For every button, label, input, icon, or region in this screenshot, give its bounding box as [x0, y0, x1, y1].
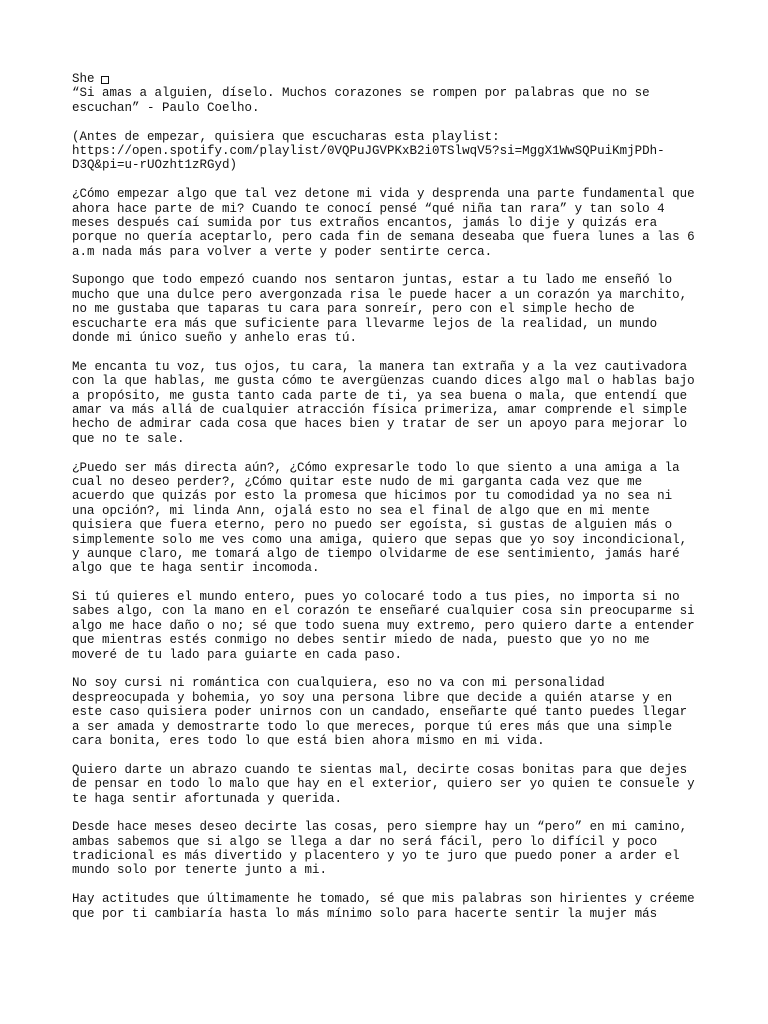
paragraph — [72, 130, 712, 173]
text-line: algo que te haga sentir incomoda. — [72, 561, 320, 576]
text-line: ahora hace parte de mi? Cuando te conocí pensé “qué niña tan rara” y tan solo 4 — [72, 201, 665, 216]
text-line: meses después caí sumida por tus extraños encantos, jamás lo dije y quizás era — [72, 215, 658, 230]
text-line: donde mi único sueño y anhelo eras tú. — [72, 331, 358, 346]
text-line: no me gustaba que taparas tu cara para sonreír, pero con el simple hecho de — [72, 302, 635, 317]
text-line: “Si amas a alguien, díselo. Muchos corazones se rompen por palabras que no se — [72, 86, 650, 101]
text-line: despreocupada y bohemia, yo soy una persona libre que decide a quién atarse y en — [72, 690, 673, 705]
paragraph — [72, 86, 712, 115]
text-line: acuerdo que quizás por esto la promesa que hicimos por tu comodidad ya no sea ni — [72, 489, 673, 504]
text-line: sabes algo, con la mano en el corazón te enseñaré cualquier cosa sin preocuparme si — [72, 604, 695, 619]
text-line: tradicional es más divertido y placentero y yo te juro que puedo poner a arder el — [72, 849, 680, 864]
text-line: que mientras estés conmigo no debes sentir miedo de nada, puesto que yo no me — [72, 633, 650, 648]
heart-symbol-icon — [101, 76, 109, 84]
paragraph — [72, 820, 712, 878]
paragraph — [72, 187, 712, 259]
text-line: que no te sale. — [72, 431, 185, 446]
text-line: este caso quisiera poder unirnos con un candado, enseñarte qué tanto puedes llegar — [72, 705, 688, 720]
text-line: ¿Puedo ser más directa aún?, ¿Cómo expresarle todo lo que siento a una amiga a la — [72, 460, 680, 475]
paragraph — [72, 461, 712, 576]
document-title: She — [72, 72, 95, 86]
text-line: que por ti cambiaría hasta lo más mínimo solo para hacerte sentir la mujer más — [72, 906, 658, 921]
paragraph — [72, 763, 712, 806]
text-line: Supongo que todo empezó cuando nos sentaron juntas, estar a tu lado me enseñó lo — [72, 273, 673, 288]
text-line: ¿Cómo empezar algo que tal vez detone mi vida y desprenda una parte fundamental que — [72, 187, 695, 202]
text-line: quisiera que fuera eterno, pero no puedo ser egoísta, si gustas de alguien más o — [72, 518, 673, 533]
text-line: con la que hablas, me gusta cómo te avergüenzas cuando dices algo mal o hablas bajo — [72, 374, 695, 389]
text-line: Quiero darte un abrazo cuando te sientas mal, decirte cosas bonitas para que dejes — [72, 762, 688, 777]
text-line: porque no quería aceptarlo, pero cada fin de semana deseaba que fuera lunes a las 6 — [72, 230, 695, 245]
text-line: D3Q&pi=u-rUOzht1zRGyd) — [72, 158, 238, 173]
document-body — [72, 86, 712, 921]
text-line: escucharte era más que suficiente para llevarme lejos de la realidad, un mundo — [72, 316, 658, 331]
paragraph — [72, 676, 712, 748]
text-line: mucho que una dulce pero avergonzada risa le puede hacer a un corazón ya marchito, — [72, 287, 688, 302]
text-line: una opción?, mi linda Ann, ojalá esto no sea el final de algo que en mi mente — [72, 503, 650, 518]
text-line: hecho de admirar cada cosa que haces bien y tratar de ser un apoyo para mejorar lo — [72, 417, 688, 432]
document-page — [72, 72, 712, 935]
text-line: escuchan” - Paulo Coelho. — [72, 100, 260, 115]
paragraph — [72, 892, 712, 921]
paragraph — [72, 590, 712, 662]
text-line: a ser amada y demostrarte todo lo que mereces, porque tú eres más que una simple — [72, 719, 673, 734]
paragraph — [72, 360, 712, 446]
text-line: simplemente solo me ves como una amiga, quiero que sepas que yo soy incondicional, — [72, 532, 688, 547]
text-line: Hay actitudes que últimamente he tomado, sé que mis palabras son hirientes y créeme — [72, 892, 695, 907]
text-line: ambas sabemos que si algo se llega a dar no será fácil, pero lo difícil y poco — [72, 834, 658, 849]
text-line: algo me hace daño o no; sé que todo suena muy extremo, pero quiero darte a entender — [72, 618, 695, 633]
text-line: a propósito, me gusta tanto cada parte de ti, ya sea buena o mala, que entendí que — [72, 388, 688, 403]
text-line: No soy cursi ni romántica con cualquiera, eso no va con mi personalidad — [72, 676, 605, 691]
text-line: Me encanta tu voz, tus ojos, tu cara, la manera tan extraña y a la vez cautivadora — [72, 359, 688, 374]
text-line: Si tú quieres el mundo entero, pues yo colocaré todo a tus pies, no importa si no — [72, 590, 680, 605]
text-line: de pensar en todo lo malo que hay en el exterior, quiero ser yo quien te consuele y — [72, 777, 695, 792]
text-line: cual no deseo perder?, ¿Cómo quitar este nudo de mi garganta cada vez que me — [72, 474, 643, 489]
text-line: (Antes de empezar, quisiera que escucharas esta playlist: — [72, 129, 500, 144]
text-line: moveré de tu lado para guiarte en cada paso. — [72, 647, 403, 662]
text-line: y aunque claro, me tomará algo de tiempo olvidarme de ese sentimiento, jamás haré — [72, 546, 680, 561]
text-line: https://open.spotify.com/playlist/0VQPuJGVPKxB2i0TSlwqV5?si=MggX1WwSQPuiKmjPDh- — [72, 143, 665, 158]
text-line: Desde hace meses deseo decirte las cosas, pero siempre hay un “pero” en mi camino, — [72, 820, 688, 835]
text-line: te haga sentir afortunada y querida. — [72, 791, 343, 806]
text-line: cara bonita, eres todo lo que está bien ahora mismo en mi vida. — [72, 733, 545, 748]
text-line: mundo solo por tenerte junto a mi. — [72, 863, 328, 878]
text-line: a.m nada más para volver a verte y poder sentirte cerca. — [72, 244, 493, 259]
document-title-line — [72, 72, 712, 86]
text-line: amar va más allá de cualquier atracción física primeriza, amar comprende el simple — [72, 402, 688, 417]
paragraph — [72, 273, 712, 345]
